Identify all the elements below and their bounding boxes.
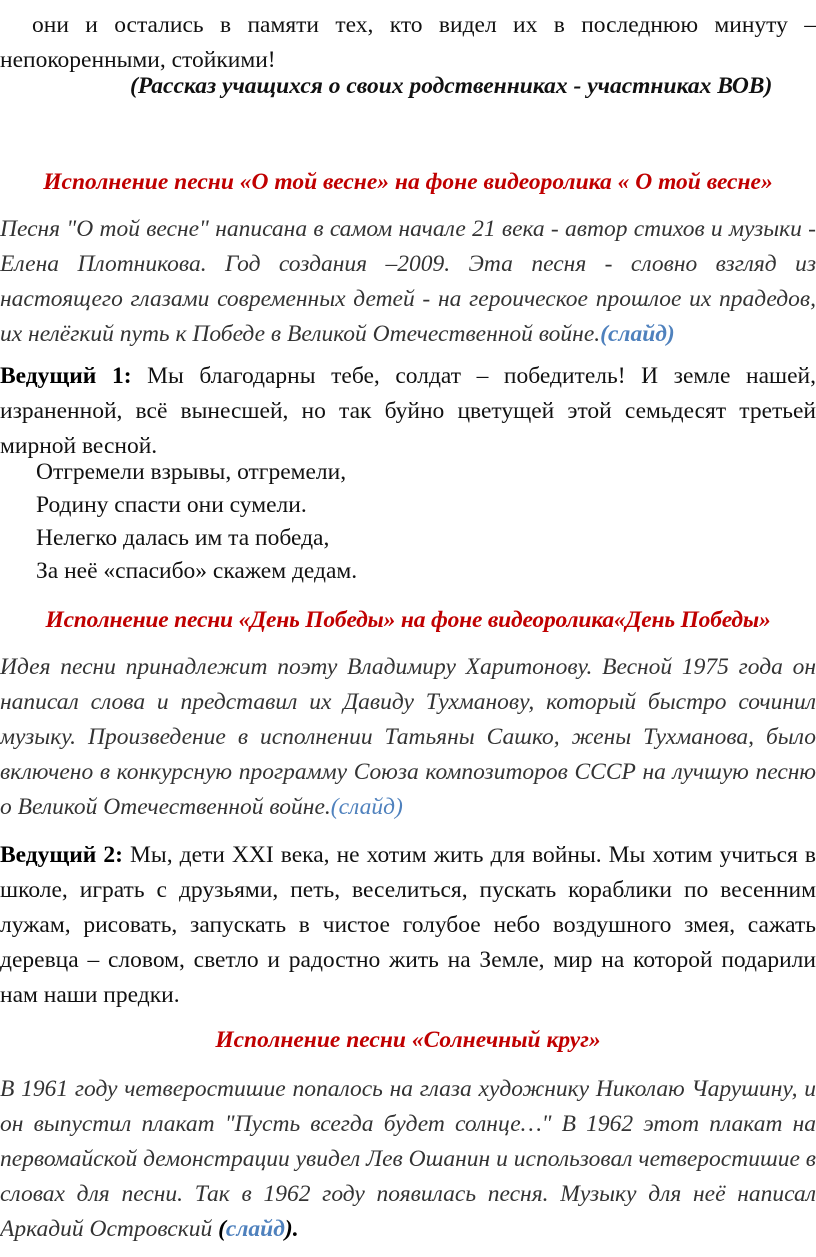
host1-label: Ведущий 1:	[0, 363, 132, 389]
song1-desc-text: Песня "О той весне" написана в самом начале 21 века - автор стихов и музыки - Елена Плотникова. Год создания –2009. Эта песня - словно взгляд из настоящего глазами современных детей - на героическое прошлое их прадедов, их нелёгкий путь к Победе в Великой Отечественной войне.	[0, 216, 816, 347]
intro-paragraph	[0, 8, 816, 78]
song3-heading-text: Исполнение песни «Солнечный круг»	[215, 1027, 601, 1053]
poem-line-3: Нелегко далась им та победа,	[36, 525, 330, 551]
intro-text: они и остались в памяти тех, кто видел их в последнюю минуту – непокоренными, стойкими!	[0, 12, 816, 73]
host1-paragraph	[0, 359, 816, 464]
song3-slide-close: ).	[284, 1216, 299, 1242]
song1-heading	[0, 166, 816, 198]
song3-description	[0, 1072, 816, 1247]
song2-slide-label: (слайд)	[330, 794, 403, 820]
host2-text: Мы, дети XXI века, не хотим жить для войны. Мы хотим учиться в школе, играть с друзьями, петь, веселиться, пускать кораблики по весенним лужам, рисовать, запускать в чистое голубое небо воздушного змея, сажать деревца – словом, светло и радостно жить на Земле, мир на которой подарили нам наши предки.	[0, 842, 816, 1008]
song3-slide-open: (	[218, 1216, 226, 1242]
students-story-text: (Рассказ учащихся о своих родственниках - участниках ВОВ)	[130, 73, 773, 99]
song2-description	[0, 650, 816, 825]
song1-slide-label: (слайд)	[600, 321, 675, 347]
song1-heading-text: Исполнение песни «О той весне» на фоне видеоролика « О той весне»	[43, 169, 773, 195]
students-story-note	[130, 70, 810, 102]
poem-line-1: Отгремели взрывы, отгремели,	[36, 459, 347, 485]
song1-description	[0, 212, 816, 352]
poem-line-2: Родину спасти они сумели.	[36, 492, 307, 518]
host2-paragraph	[0, 838, 816, 1013]
song2-heading-text: Исполнение песни «День Победы» на фоне видеоролика«День Победы»	[45, 607, 771, 633]
host1-text: Мы благодарны тебе, солдат – победитель! И земле нашей, израненной, всё вынесшей, но так буйно цветущей этой семьдесят третьей мирной весной.	[0, 363, 816, 459]
song2-desc-text: Идея песни принадлежит поэту Владимиру Харитонову. Весной 1975 года он написал слова и представил их Давиду Тухманову, который быстро сочинил музыку. Произведение в исполнении Татьяны Сашко, жены Тухманова, было включено в конкурсную программу Союза композиторов СССР на лучшую песню о Великой Отечественной войне.	[0, 654, 816, 820]
song3-heading	[0, 1024, 816, 1056]
poem-line-4: За неё «спасибо» скажем дедам.	[36, 558, 358, 584]
song3-desc-text: В 1961 году четверостишие попалось на глаза художнику Николаю Чарушину, и он выпустил плакат "Пусть всегда будет солнце…" В 1962 этот плакат на первомайской демонстрации увидел Лев Ошанин и использовал четверостишие в словах для песни. Так в 1962 году появилась песня. Музыку для неё написал Аркадий Островский	[0, 1076, 816, 1242]
host2-label: Ведущий 2:	[0, 842, 123, 868]
song2-heading	[0, 604, 816, 636]
song3-slide-label: слайд	[225, 1216, 285, 1242]
